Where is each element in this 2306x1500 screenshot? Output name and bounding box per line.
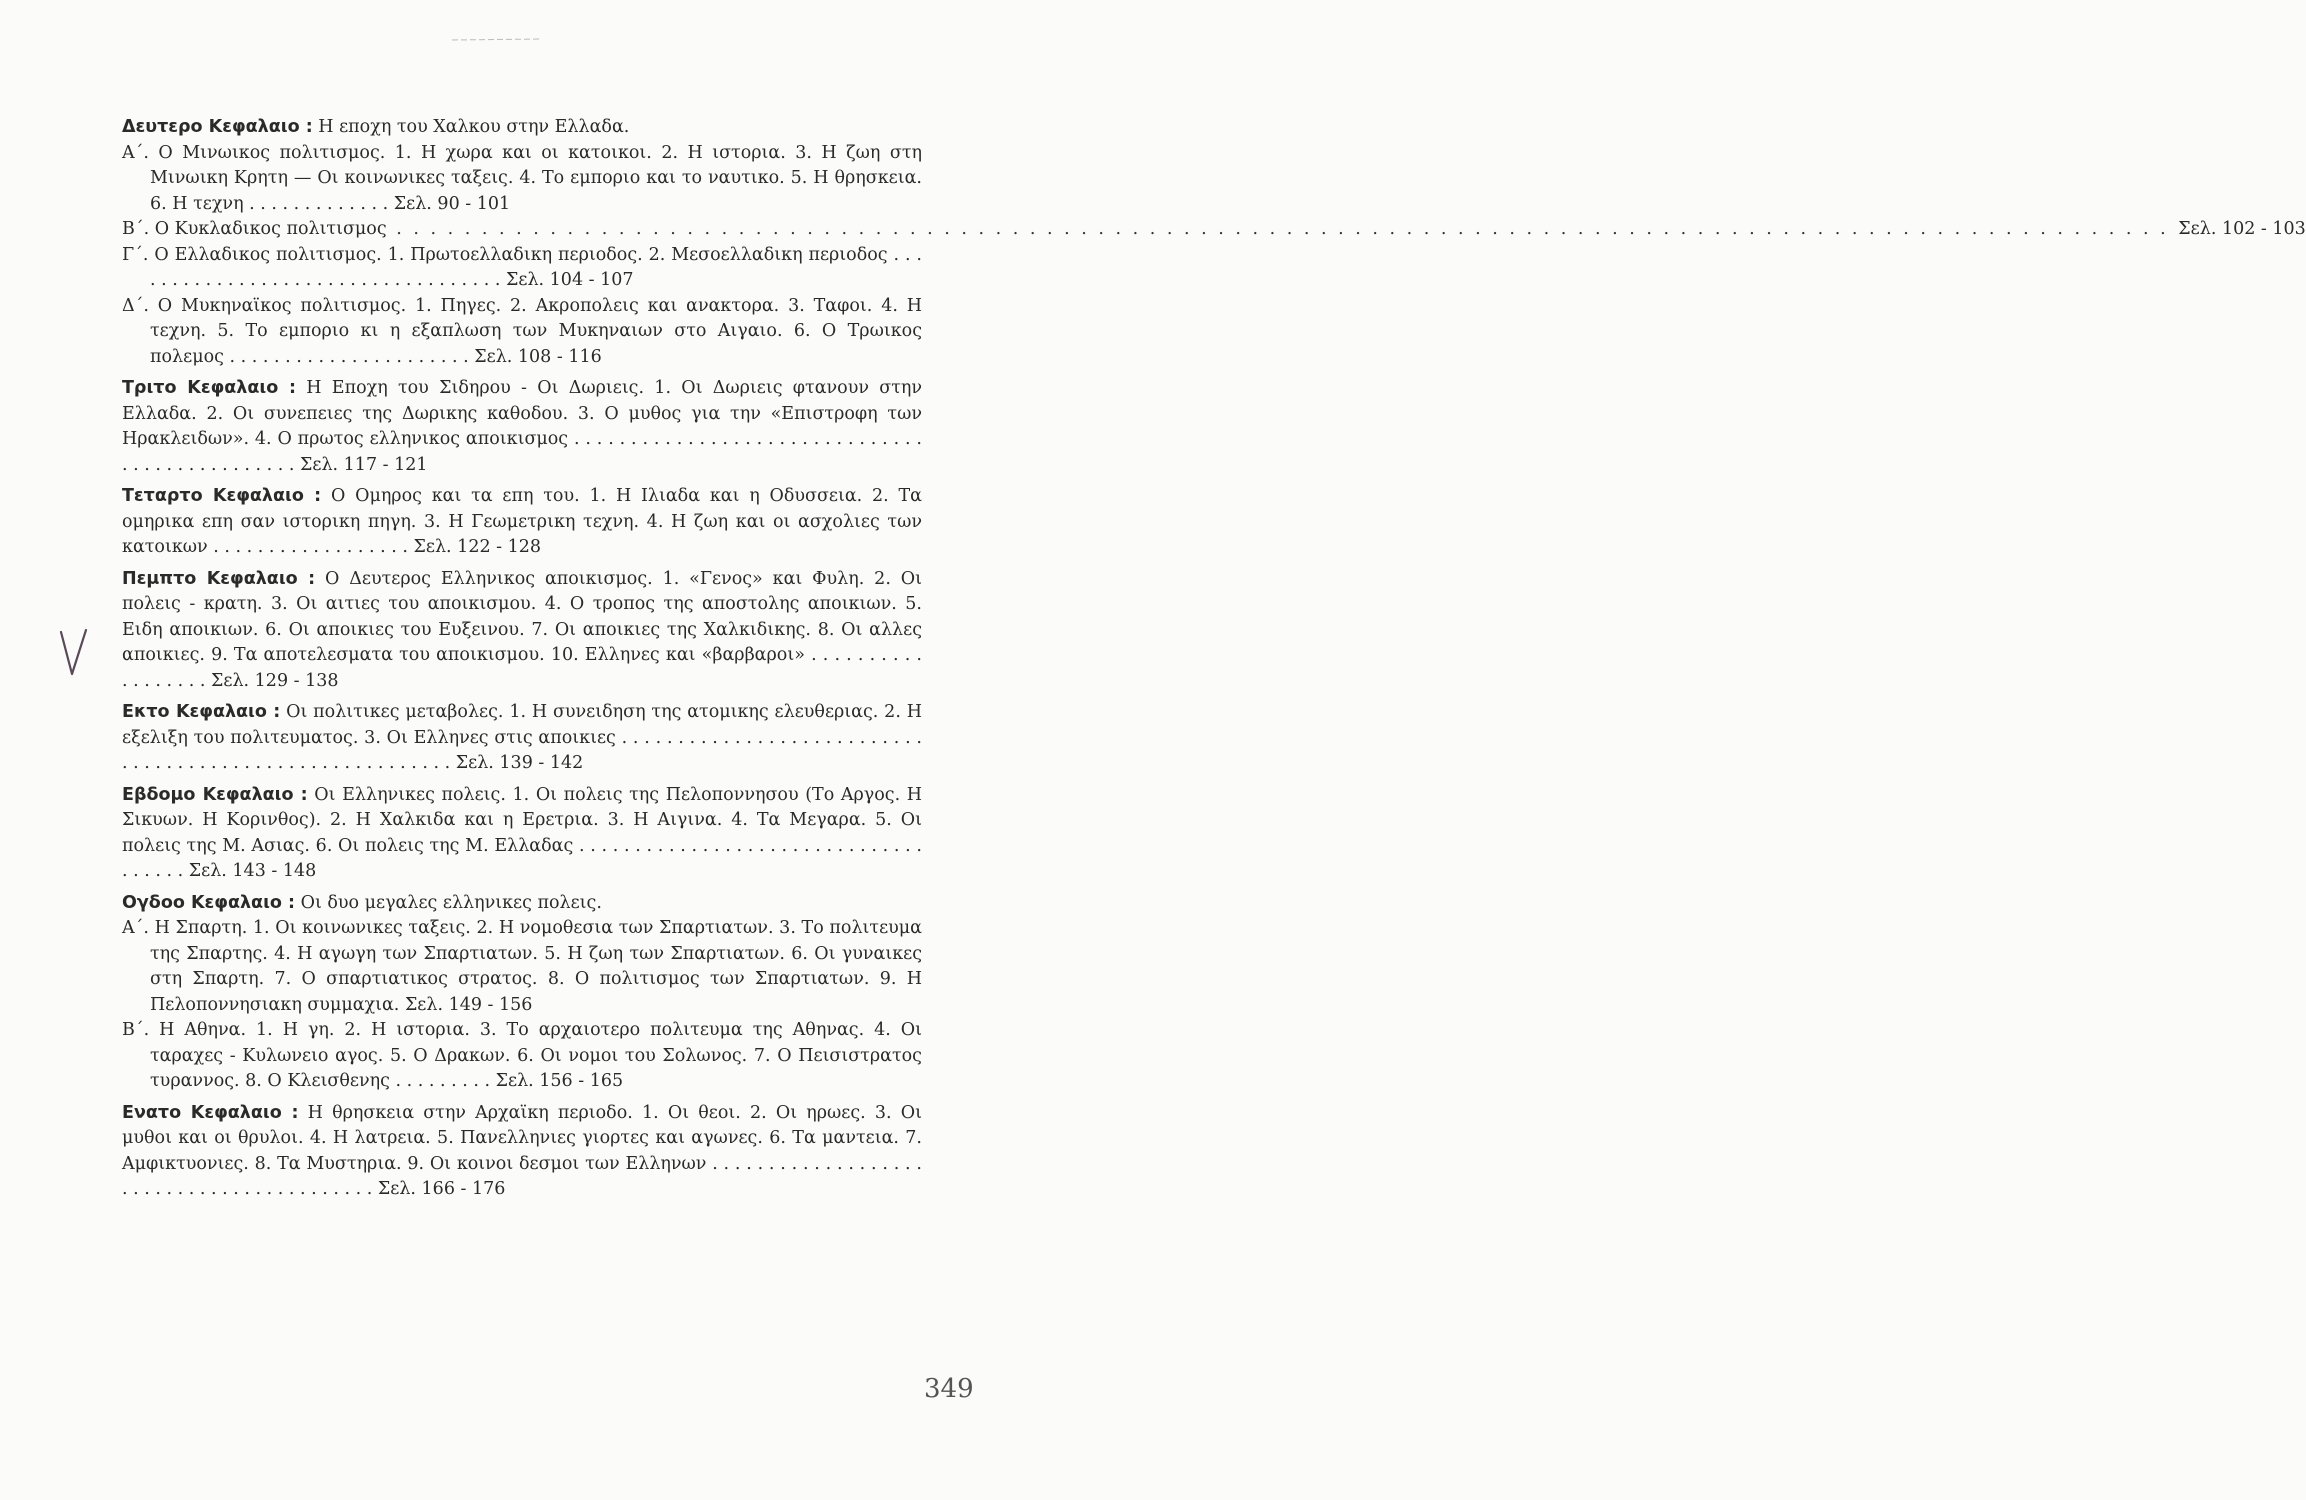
chapter-heading: Ογδοο Κεφαλαιο : [122, 892, 296, 913]
section-text: Δ΄. Ο Μυκηναϊκος πολιτισμος. 1. Πηγες. 2. Ακροπολεις και ανακτορα. 3. Ταφοι. 4. Η τεχνη. 5. Το εμποριο κι η εξαπλωση των Μυκηναιων στο Αιγαιο. 6. Ο Τρωικος πολεμος [122, 295, 922, 367]
section-text: Α΄. Ο Μινωικος πολιτισμος. 1. Η χωρα και οι κατοικοι. 2. Η ιστορια. 3. Η ζωη στη Μινωικη Κρητη — Οι κοινωνικες ταξεις. 4. Το εμποριο και το ναυτικο. 5. Η θρησκεια. 6. Η τεχνη [122, 142, 922, 214]
section-pages: Σελ. 156 - 165 [495, 1071, 624, 1091]
chapter-entry: Τριτο Κεφαλαιο : Η Εποχη του Σιδηρου - Οι Δωριεις. 1. Οι Δωριεις φτανουν στην Ελλαδα. 2. Οι συνεπειες της Δωρικης καθοδου. 3. Ο μυθος για την «Επιστροφη των Ηρακλειδων». 4. Ο πρωτος ελληνικος αποικισμος . . . . . . . . . . . . . . . . . . . . . . . . . . . . . . . . . . . . . . . . . . . . . . . Σελ. 117 - 121 [122, 378, 922, 475]
chapter-entry: Πεμπτο Κεφαλαιο : Ο Δευτερος Ελληνικος αποικισμος. 1. «Γενος» και Φυλη. 2. Οι πολεις - κρατη. 3. Οι αιτιες του αποικισμου. 4. Ο τροπος της αποστολης αποικιων. 5. Ειδη αποικιων. 6. Οι αποικιες του Ευξεινου. 7. Οι αποικιες της Χαλκιδικης. 8. Οι αλλες αποικιες. 9. Τα αποτελεσματα του αποικισμου. 10. Ελληνες και «βαρβαροι» . . . . . . . . . . . . . . . . . . Σελ. 129 - 138 [122, 568, 922, 691]
section-pages: Σελ. 102 - 103 [2178, 219, 2306, 239]
chapter-heading: Εκτο Κεφαλαιο : [122, 702, 281, 722]
section-entry: Β΄. Η Αθηνα. 1. Η γη. 2. Η ιστορια. 3. Το αρχαιοτερο πολιτευμα της Αθηνας. 4. Οι ταραχες - Κυλωνειο αγος. 5. Ο Δρακων. 6. Οι νομοι του Σολωνος. 7. Ο Πεισιστρατος τυραννος. 8. Ο Κλεισθενης . . . . . . . . . Σελ. 156 - 165 [122, 1020, 922, 1091]
chapter-entry: Ενατο Κεφαλαιο : Η θρησκεια στην Αρχαϊκη περιοδο. 1. Οι θεοι. 2. Οι ηρωες. 3. Οι μυθοι και οι θρυλοι. 4. Η λατρεια. 5. Πανελληνιες γιορτες και αγωνες. 6. Τα μαντεια. 7. Αμφικτυονιες. 8. Τα Μυστηρια. 9. Οι κοινοι δεσμοι των Ελληνων . . . . . . . . . . . . . . . . . . . . . . . . . . . . . . . . . . . . . . . . . . Σελ. 166 - 176 [122, 1102, 922, 1199]
chapter-text: Οι Ελληνικες πολεις. 1. Οι πολεις της Πελοποννησου (Το Αργος. Η Σικυων. Η Κορινθος). 2. Η Χαλκιδα και η Ερετρια. 3. Η Αιγινα. 4. Τα Μεγαρα. 5. Οι πολεις της Μ. Ασιας. 6. Οι πολεις της Μ. Ελλαδας [122, 784, 923, 856]
section-text: Γ΄. Ο Ελλαδικος πολιτισμος. 1. Πρωτοελλαδικη περιοδος. 2. Μεσοελλαδικη περιοδος [122, 244, 888, 265]
section-pages: Σελ. 90 - 101 [393, 193, 511, 214]
chapter-title: Η εποχη του Χαλκου στην Ελλαδα. [318, 117, 630, 137]
section-entry: Α΄. Ο Μινωικος πολιτισμος. 1. Η χωρα και οι κατοικοι. 2. Η ιστορια. 3. Η ζωη στη Μινωικη Κρητη — Οι κοινωνικες ταξεις. 4. Το εμποριο και το ναυτικο. 5. Η θρησκεια. 6. Η τεχνη . . . . . . . . . . . . . Σελ. 90 - 101 [122, 142, 922, 214]
chapter-heading: Πεμπτο Κεφαλαιο : [122, 568, 316, 589]
chapter-heading: Δευτερο Κεφαλαιο : [122, 117, 313, 137]
chapter-entry: Τεταρτο Κεφαλαιο : Ο Ομηρος και τα επη του. 1. Η Ιλιαδα και η Οδυσσεια. 2. Τα ομηρικα επη σαν ιστορικη πηγη. 3. Η Γεωμετρικη τεχνη. 4. Η ζωη και οι ασχολιες των κατοικων . . . . . . . . . . . . . . . . . . Σελ. 122 - 128 [122, 486, 922, 557]
chapter-heading: Ενατο Κεφαλαιο : [122, 1102, 299, 1123]
table-of-contents [122, 115, 2306, 1209]
section-entry: Γ΄. Ο Ελλαδικος πολιτισμος. 1. Πρωτοελλαδικη περιοδος. 2. Μεσοελλαδικη περιοδος . . . . . . . . . . . . . . . . . . . . . . . . . . . . . . . . . . . Σελ. 104 - 107 [122, 244, 922, 290]
chapter-pages: Σελ. 117 - 121 [300, 454, 428, 475]
chapter-title: Οι δυο μεγαλες ελληνικες πολεις. [300, 892, 602, 913]
section-entry [122, 916, 922, 1018]
chapter-pages: Σελ. 129 - 138 [211, 670, 339, 691]
section-entry [122, 217, 2306, 243]
chapter-heading: Εβδομο Κεφαλαιο : [122, 784, 308, 805]
chapter-entry [122, 115, 2306, 370]
chapter-heading: Τριτο Κεφαλαιο : [122, 378, 297, 398]
chapter-text: Ο Δευτερος Ελληνικος αποικισμος. 1. «Γενος» και Φυλη. 2. Οι πολεις - κρατη. 3. Οι αιτιες του αποικισμου. 4. Ο τροπος της αποστολης αποικιων. 5. Ειδη αποικιων. 6. Οι αποικιες του Ευξεινου. 7. Οι αποικιες της Χαλκιδικης. 8. Οι αλλες αποικιες. 9. Τα αποτελεσματα του αποικισμου. 10. Ελληνες και «βαρβαροι» [122, 568, 922, 665]
chapter-heading: Τεταρτο Κεφαλαιο : [122, 486, 322, 506]
section-pages: Σελ. 104 - 107 [506, 270, 634, 290]
margin-check-mark [58, 628, 90, 678]
chapter-pages: Σελ. 122 - 128 [413, 537, 542, 557]
chapter-text: Η θρησκεια στην Αρχαϊκη περιοδο. 1. Οι θεοι. 2. Οι ηρωες. 3. Οι μυθοι και οι θρυλοι. 4. Η λατρεια. 5. Πανελληνιες γιορτες και αγωνες. 6. Τα μαντεια. 7. Αμφικτυονιες. 8. Τα Μυστηρια. 9. Οι κοινοι δεσμοι των Ελληνων [122, 1102, 922, 1174]
section-pages: Σελ. 149 - 156 [404, 994, 533, 1015]
chapter-pages: Σελ. 166 - 176 [377, 1179, 506, 1199]
chapter-pages: Σελ. 139 - 142 [455, 753, 584, 773]
chapter-entry [122, 891, 922, 1095]
chapter-entry: Εκτο Κεφαλαιο : Οι πολιτικες μεταβολες. 1. Η συνειδηση της ατομικης ελευθεριας. 2. Η εξελιξη του πολιτευματος. 3. Οι Ελληνες στις αποικιες . . . . . . . . . . . . . . . . . . . . . . . . . . . . . . . . . . . . . . . . . . . . . . . . . . . . . . . . . Σελ. 139 - 142 [122, 702, 922, 773]
chapter-text: Ο Ομηρος και τα επη του. 1. Η Ιλιαδα και η Οδυσσεια. 2. Τα ομηρικα επη σαν ιστορικη πηγη. 3. Η Γεωμετρικη τεχνη. 4. Η ζωη και οι ασχολιες των κατοικων [122, 486, 922, 557]
section-pages: Σελ. 108 - 116 [474, 346, 602, 367]
section-entry: Δ΄. Ο Μυκηναϊκος πολιτισμος. 1. Πηγες. 2. Ακροπολεις και ανακτορα. 3. Ταφοι. 4. Η τεχνη. 5. Το εμποριο κι η εξαπλωση των Μυκηναιων στο Αιγαιο. 6. Ο Τρωικος πολεμος . . . . . . . . . . . . . . . . . . . . . . Σελ. 108 - 116 [122, 295, 922, 367]
chapter-pages: Σελ. 143 - 148 [188, 861, 317, 881]
chapter-entry: Εβδομο Κεφαλαιο : Οι Ελληνικες πολεις. 1. Οι πολεις της Πελοποννησου (Το Αργος. Η Σικυων. Η Κορινθος). 2. Η Χαλκιδα και η Ερετρια. 3. Η Αιγινα. 4. Τα Μεγαρα. 5. Οι πολεις της Μ. Ασιας. 6. Οι πολεις της Μ. Ελλαδας . . . . . . . . . . . . . . . . . . . . . . . . . . . . . . . . . . . . . Σελ. 143 - 148 [122, 784, 923, 881]
section-text: Α΄. Η Σπαρτη. 1. Οι κοινωνικες ταξεις. 2. Η νομοθεσια των Σπαρτιατων. 3. Το πολιτευμα της Σπαρτης. 4. Η αγωγη των Σπαρτιατων. 5. Η ζωη των Σπαρτιατων. 6. Οι γυναικες στη Σπαρτη. 7. Ο σπαρτιατικος στρατος. 8. Ο πολιτισμος των Σπαρτιατων. 9. Η Πελοποννησιακη συμμαχια. [122, 918, 922, 1015]
chapter-text: Οι πολιτικες μεταβολες. 1. Η συνειδηση της ατομικης ελευθεριας. 2. Η εξελιξη του πολιτευματος. 3. Οι Ελληνες στις αποικιες [122, 702, 922, 748]
chapter-text: Η Εποχη του Σιδηρου - Οι Δωριεις. 1. Οι Δωριεις φτανουν στην Ελλαδα. 2. Οι συνεπειες της Δωρικης καθοδου. 3. Ο μυθος για την «Επιστροφη των Ηρακλειδων». 4. Ο πρωτος ελληνικος αποικισμος [122, 378, 922, 449]
section-text: Β΄. Η Αθηνα. 1. Η γη. 2. Η ιστορια. 3. Το αρχαιοτερο πολιτευμα της Αθηνας. 4. Οι ταραχες - Κυλωνειο αγος. 5. Ο Δρακων. 6. Οι νομοι του Σολωνος. 7. Ο Πεισιστρατος τυραννος. 8. Ο Κλεισθενης [122, 1020, 922, 1091]
top-pencil-mark [452, 28, 542, 34]
section-text: Β΄. Ο Κυκλαδικος πολιτισμος [122, 219, 387, 239]
page-number: 349 [924, 1374, 974, 1404]
